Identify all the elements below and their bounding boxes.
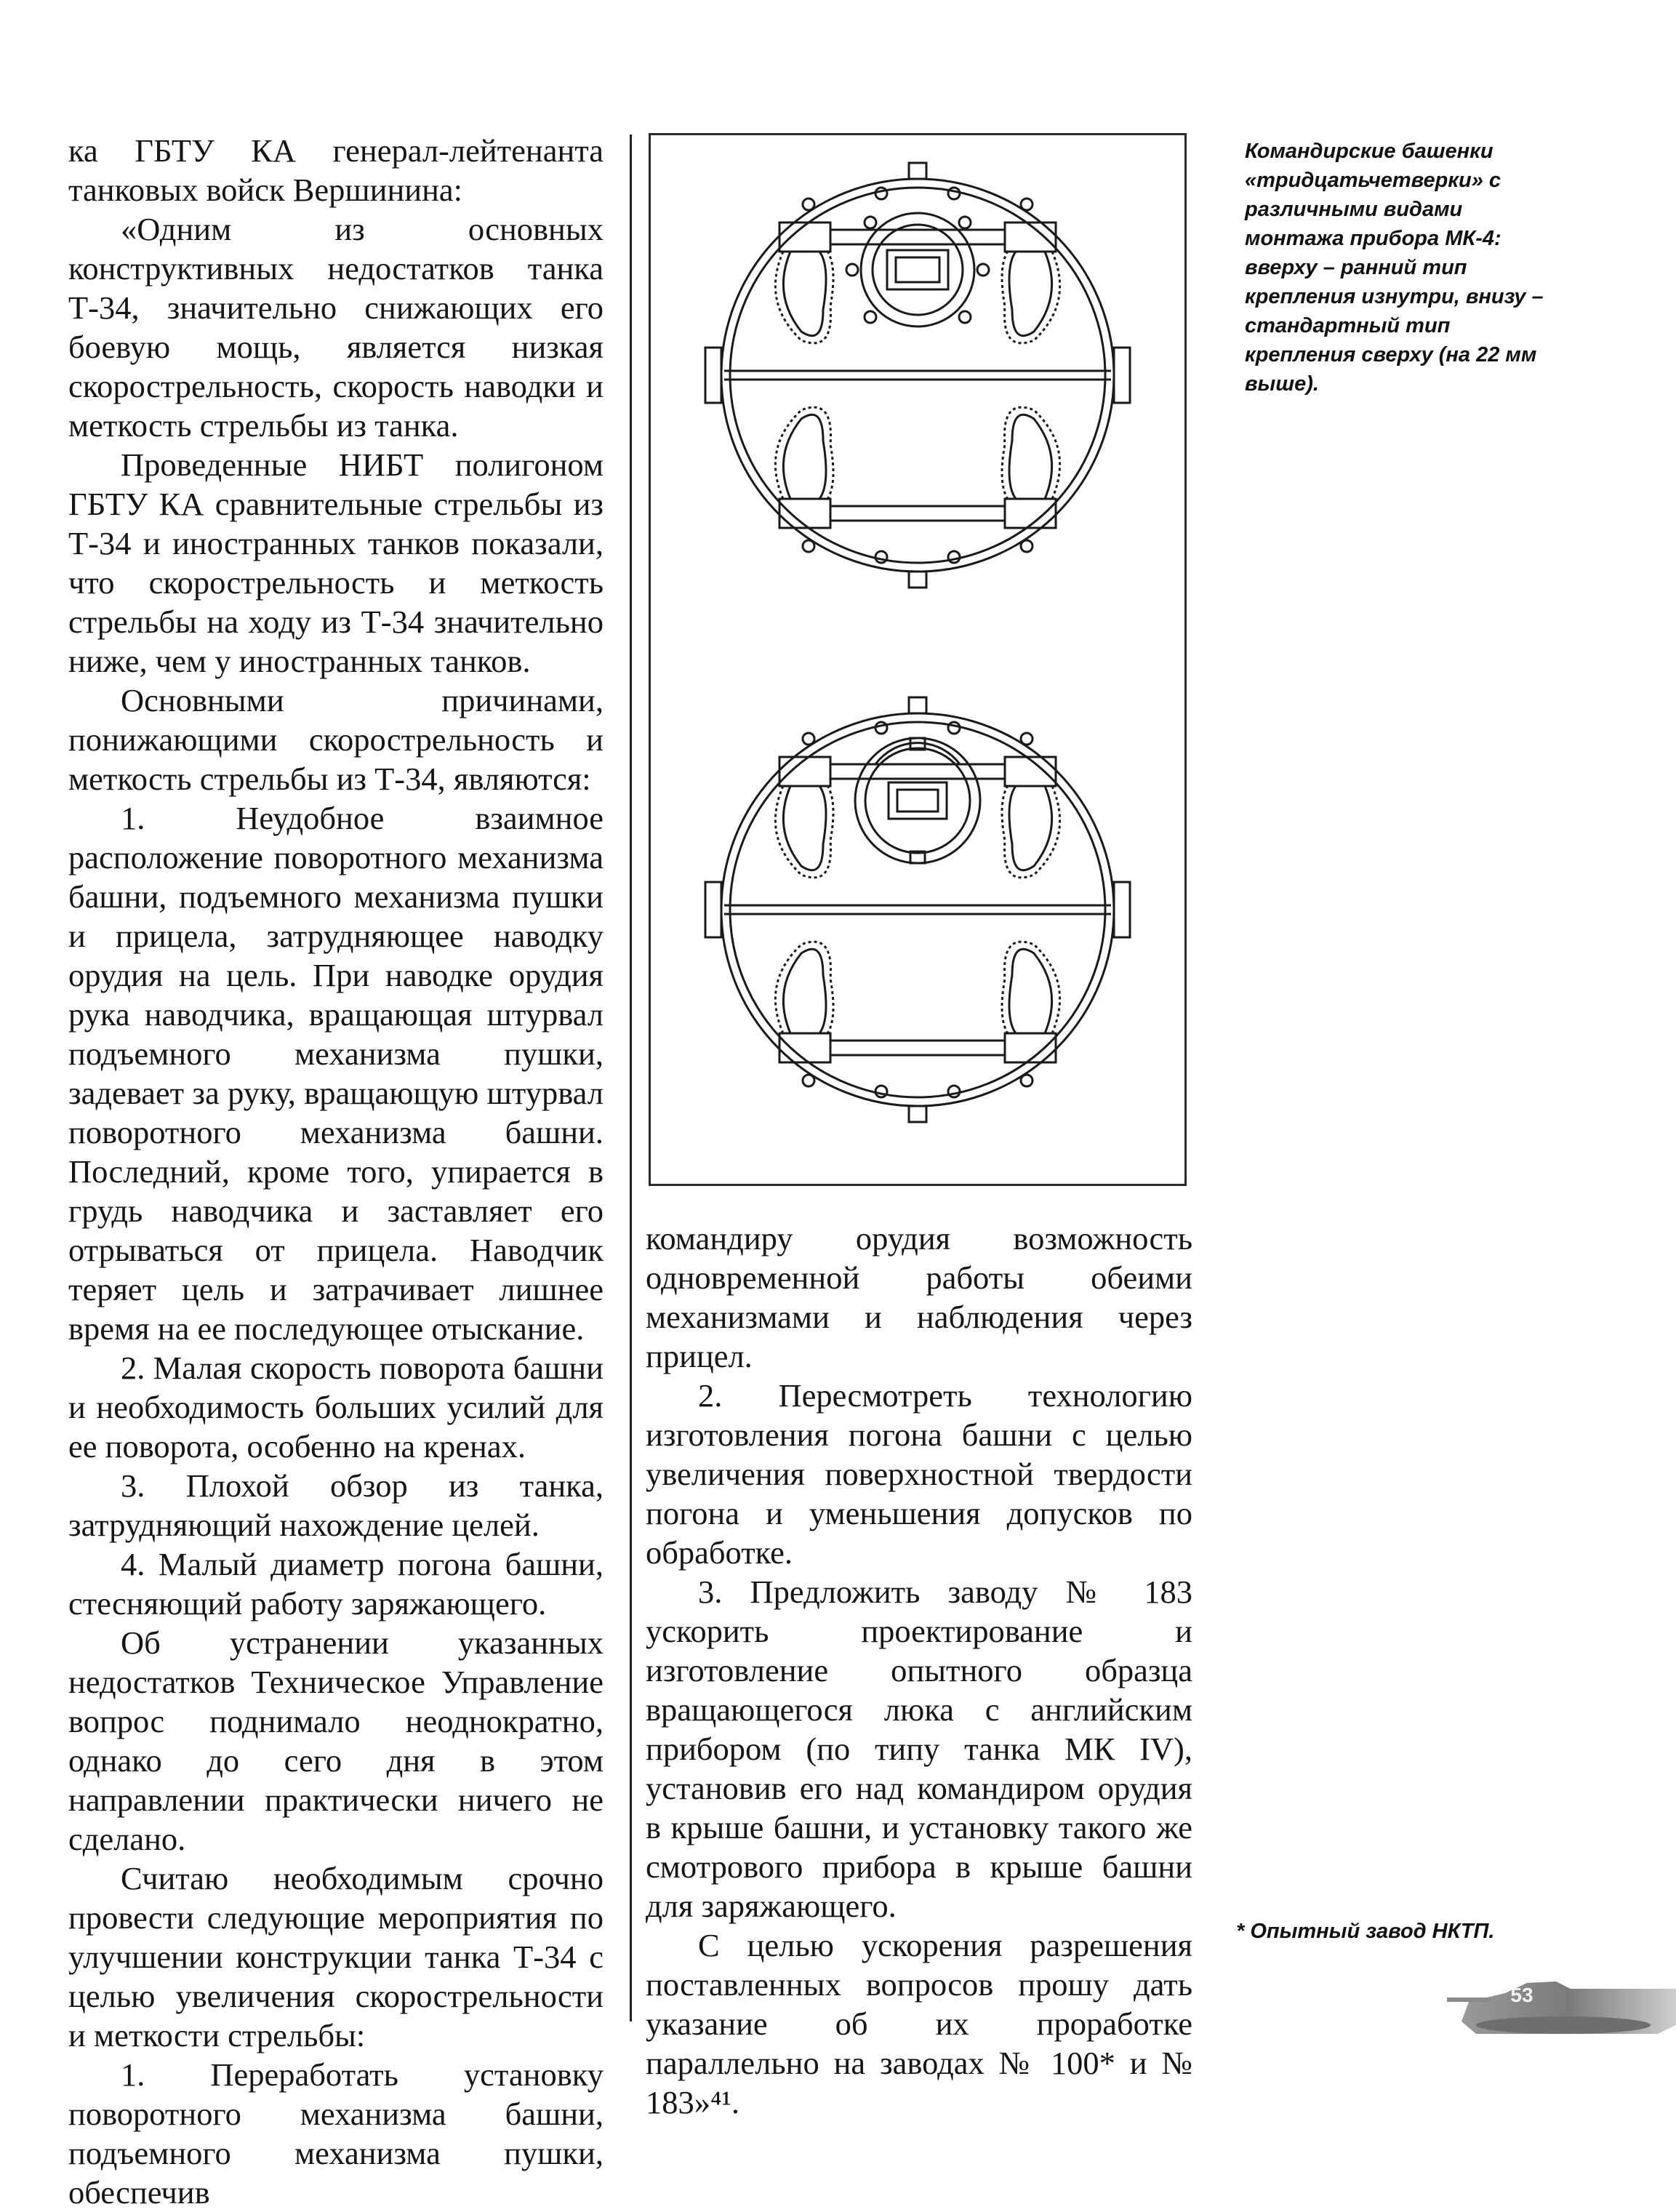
footnote: * Опытный завод НКТП. <box>1236 1920 1495 1943</box>
left-paragraph: Основными причинами, понижающими скорострельность и меткость стрельбы из Т-34, являются: <box>68 682 604 797</box>
middle-paragraph: С целью ускорения разрешения поставленных вопросов прошу дать указание об их проработке параллельно на заводах № 100* и № 183»⁴¹. <box>646 1927 1192 2120</box>
left-paragraph: 2. Малая скорость поворота башни и необходимость больших усилий для ее поворота, особенно на кренах. <box>68 1350 604 1464</box>
middle-paragraph: 3. Предложить заводу № 183 ускорить проектирование и изготовление опытного образца вращающегося люка с английским прибором (по типу танка МК IV), установив его над командиром орудия в крыше башни, и установку такого же смотрового прибора в крыше башни для заряжающего. <box>646 1574 1192 1924</box>
middle-paragraph: командиру орудия возможность одновременной работы обеими механизмами и наблюдения через прицел. <box>646 1220 1192 1374</box>
left-paragraph: 4. Малый диаметр погона башни, стесняющий работу заряжающего. <box>68 1546 604 1622</box>
left-paragraph: 3. Плохой обзор из танка, затрудняющий нахождение целей. <box>68 1467 604 1543</box>
tank-silhouette-icon <box>1447 1967 1676 2040</box>
middle-paragraph: 2. Пересмотреть технологию изготовления погона башни с целью увеличения поверхностной твердости погона и уменьшения допусков по обработке. <box>646 1377 1192 1571</box>
left-text-column <box>68 131 604 2212</box>
page-number: 53 <box>1510 1984 1533 2006</box>
figure-caption: Командирские башенки «тридцатьчетверки» с различными видами монтажа прибора МК-4: вверху – ранний тип крепления изнутри, внизу – стандартный тип крепления сверху (на 22 мм выше). <box>1245 140 1544 396</box>
lower-hatch-drawing <box>705 697 1130 1122</box>
left-paragraph: Об устранении указанных недостатков Техническое Управление вопрос поднимало неоднократно, однако до сего дня в этом направлении практически ничего не сделано. <box>68 1624 604 1857</box>
left-paragraph: 1. Переработать установку поворотного механизма башни, подъемного механизма пушки, обеспечив <box>68 2056 604 2211</box>
column-divider <box>630 135 632 2021</box>
turret-hatch-figure <box>649 133 1187 1186</box>
left-paragraph: Проведенные НИБТ полигоном ГБТУ КА сравнительные стрельбы из Т-34 и иностранных танков показали, что скорострельность и меткость стрельбы на ходу из Т-34 значительно ниже, чем у иностранных танков. <box>68 446 604 679</box>
middle-text-column <box>646 1219 1192 2122</box>
turret-hatch-drawing <box>651 135 1184 1184</box>
upper-hatch-drawing <box>705 163 1130 588</box>
left-paragraph: ка ГБТУ КА генерал-лейтенанта танковых войск Вершинина: <box>68 132 604 208</box>
left-paragraph: Считаю необходимым срочно провести следующие мероприятия по улучшении конструкции танка Т-34 с целью увеличения скорострельности и меткости стрельбы: <box>68 1860 604 2053</box>
left-paragraph: «Одним из основных конструктивных недостатков танка Т-34, значительно снижающих его боевую мощь, является низкая скорострельность, скорость наводки и меткость стрельбы из танка. <box>68 211 604 444</box>
left-paragraph: 1. Неудобное взаимное расположение поворотного механизма башни, подъемного механизма пушки и прицела, затрудняющее наводку орудия на цель. При наводке орудия рука наводчика, вращающая штурвал подъемного механизма пушки, задевает за руку, вращающую штурвал поворотного механизма башни. Последний, кроме того, упирается в грудь наводчика и заставляет его отрываться от прицела. Наводчик теряет цель и затрачивает лишнее время на ее последующее отыскание. <box>68 800 604 1347</box>
